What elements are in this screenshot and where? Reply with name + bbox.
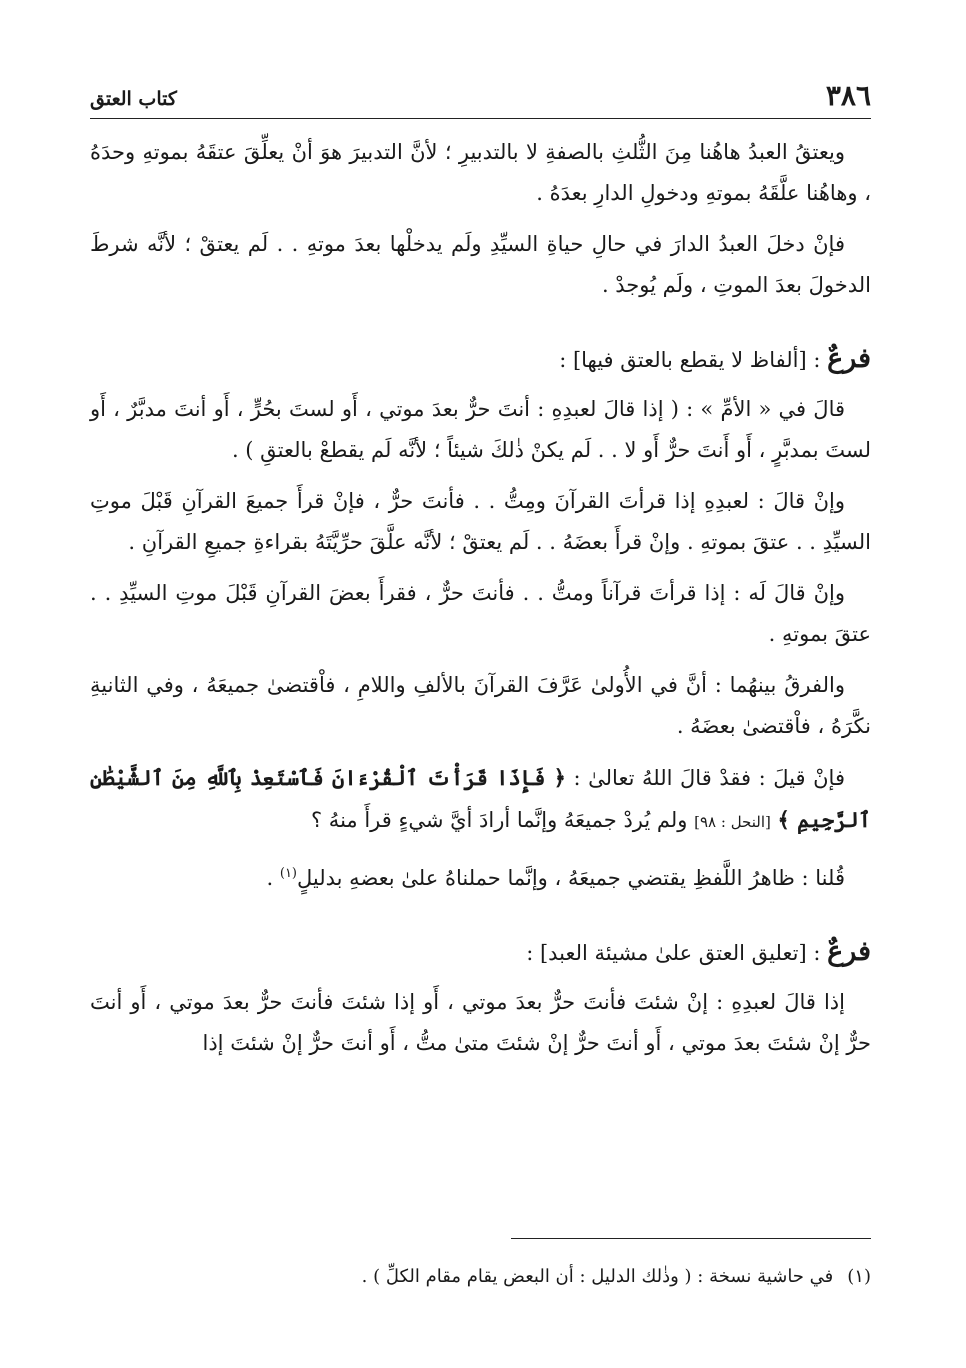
- footnote-marker[interactable]: (١): [279, 866, 297, 881]
- paragraph: فإنْ دخلَ العبدُ الدارَ في حالِ حياةِ السيِّدِ ولَم يدخلْها بعدَ موتهِ . . لَم يعتقْ ؛ لأنَّه شرطَ الدخولَ بعدَ الموتِ ، ولَم يُوجدْ .: [90, 232, 871, 297]
- section-label: فرعٌ: [827, 936, 871, 967]
- section-gap: [90, 909, 871, 931]
- section-heading: [90, 338, 871, 381]
- footnote-number: (١): [847, 1266, 871, 1287]
- running-header: [90, 78, 871, 119]
- answer-end: .: [266, 866, 280, 890]
- section-heading: [90, 931, 871, 974]
- paragraph: وإنْ قالَ لَه : إذا قرأتَ قرآناً ومتُّ . . فأنتَ حرٌّ ، فقرأَ بعضَ القرآنِ قَبْلَ موتِ السيِّدِ . . عتقَ بموتهِ .: [90, 581, 871, 646]
- paragraph: والفرقُ بينهُما : أنَّ في الأُولىٰ عَرَّفَ القرآنَ بالألفِ واللامِ ، فاْقتضىٰ جميعَهُ ، وفي الثانيةِ نكَّرَهُ ، فاْقتضىٰ بعضَهُ .: [90, 673, 871, 738]
- paragraph: إذا قالَ لعبدِهِ : إنْ شئتَ فأنتَ حرٌّ بعدَ موتي ، أَو إذا شئتَ فأنتَ حرٌّ بعدَ موتي ، أَو أنتَ حرٌّ إنْ شئتَ بعدَ موتي ، أَو أنتَ حرٌّ إنْ شئتَ متىٰ متُّ ، أَو أنتَ حرٌّ إنْ شئتَ إذا: [90, 990, 871, 1055]
- footnote-divider: [511, 1238, 871, 1239]
- footnote: [90, 1262, 871, 1292]
- paragraph: وإنْ قالَ : لعبدِهِ إذا قرأتَ القرآنَ ومِتُّ . . فأنتَ حرٌّ ، فإنْ قرأَ جميعَ القرآنِ قَبْلَ موتِ السيِّدِ . . عتقَ بموتهِ . وإنْ قرأَ بعضَهُ . . لَم يعتقْ ؛ لأنَّه علَّقَ حرِّيَّتَهُ بقراءةِ جميعِ القرآنِ .: [90, 489, 871, 554]
- section-title: : [تعليق العتق علىٰ مشيئة العبد] :: [526, 941, 828, 965]
- question-intro: فإنْ قيلَ : فقدْ قالَ اللهُ تعالىٰ :: [573, 766, 845, 790]
- body-text: [90, 132, 871, 1074]
- verse-reference: [النحل : ٩٨]: [694, 813, 771, 831]
- footnote-text: في حاشية نسخة : ( وذٰلك الدليل : أن البعض يقام مقام الكلِّ ) .: [361, 1266, 834, 1287]
- quran-verse: ﴿ فَإِذَا قَرَأْتَ ٱلْقُرْءَانَ فَٱسْتَعِذْ بِٱللَّهِ مِنَ ٱلشَّيْطَٰنِ ٱلرَّجِيمِ ﴾: [90, 765, 871, 832]
- question-rest: ولم يُردْ جميعَهُ وإنَّما أرادَ أيَّ شيءٍ قرأَ منهُ ؟: [310, 808, 688, 832]
- section-label: فرعٌ: [827, 343, 871, 374]
- answer-text: قُلنا : ظاهرُ اللَّفظِ يقتضي جميعَهُ ، وإنَّما حملناهُ علىٰ بعضهِ بدليلٍ: [297, 866, 845, 890]
- section-title: : [ألفاظ لا يقطع بالعتق فيها] :: [559, 348, 828, 372]
- section-gap: [90, 316, 871, 338]
- page-number: ٣٨٦: [825, 79, 871, 112]
- paragraph: قالَ في « الأمِّ » : ( إذا قالَ لعبدِهِ : أنتَ حرٌّ بعدَ موتي ، أَو لستَ بحُرٍّ ، أَو أنتَ مدبَّرٌ ، أَو لستَ بمدبَّرٍ ، أَو أَنتَ حرٌّ أَو لا . . لَم يكنْ ذٰلكَ شيئاً ؛ لأنَّه لَم يقطعْ بالعتقِ ) .: [90, 397, 871, 462]
- paragraph-answer: [90, 853, 871, 899]
- paragraph: ويعتقُ العبدُ هاهُنا مِنَ الثُّلثِ بالصفةِ لا بالتدبيرِ ؛ لأنَّ التدبيرَ هوَ أنْ يعلِّقَ عتقَهُ بموتهِ وحدَهُ ، وهاهُنا علَّقَهُ بموتهِ ودخولِ الدارِ بعدَهُ .: [90, 140, 871, 205]
- paragraph-quran-citation: [90, 757, 871, 843]
- book-title: كتاب العتق: [90, 88, 177, 110]
